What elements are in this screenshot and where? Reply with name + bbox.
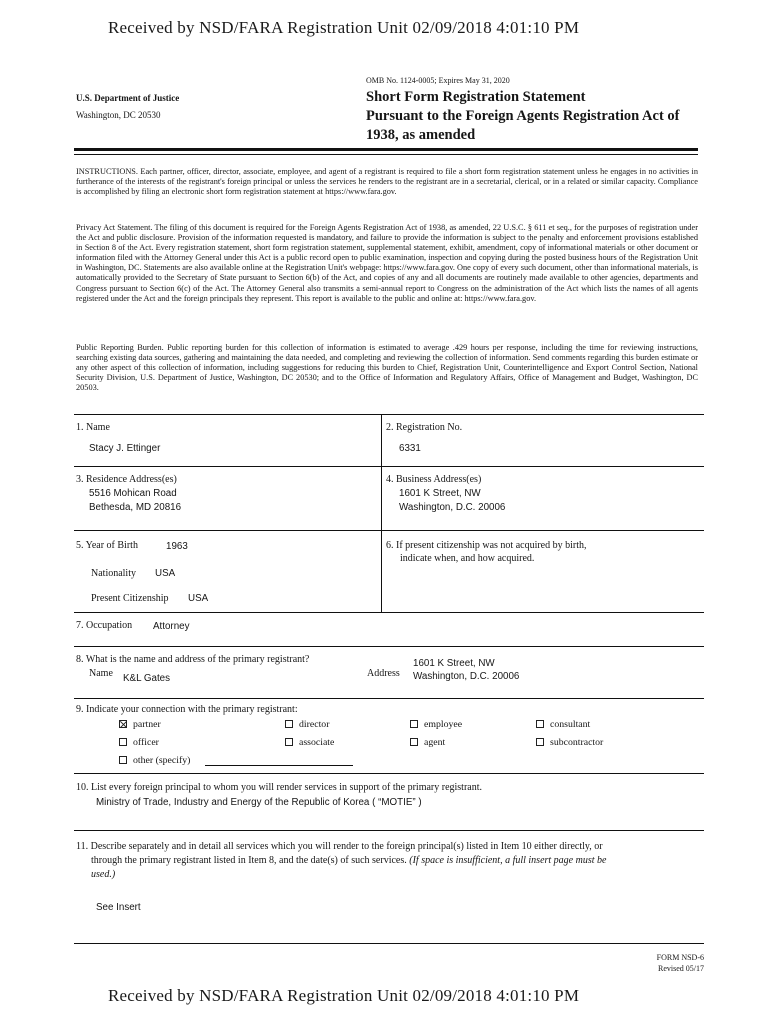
services-value[interactable]: See Insert xyxy=(96,902,141,913)
row-principal-rule xyxy=(74,830,704,831)
item7-label: 7. Occupation xyxy=(76,620,133,631)
option-associate[interactable] xyxy=(285,737,334,748)
registrant-address-line2[interactable]: Washington, D.C. 20006 xyxy=(413,671,520,682)
registration-number-value[interactable]: 6331 xyxy=(399,443,421,454)
form-top-rule xyxy=(74,414,704,415)
item8-label: 8. What is the name and address of the primary registrant? xyxy=(76,654,310,665)
item6-label-line1: 6. If present citizenship was not acquired by birth, xyxy=(386,540,587,551)
registrant-name-value[interactable]: K&L Gates xyxy=(123,673,171,684)
registrant-address-label: Address xyxy=(367,668,400,679)
header-rule-thin xyxy=(74,154,698,155)
officer-checkbox[interactable] xyxy=(119,738,127,746)
item4-label: 4. Business Address(es) xyxy=(386,474,482,485)
item2-label: 2. Registration No. xyxy=(386,422,463,433)
citizenship-value[interactable]: USA xyxy=(188,593,209,604)
residence-address-line2[interactable]: Bethesda, MD 20816 xyxy=(89,502,182,513)
nationality-value[interactable]: USA xyxy=(155,568,176,579)
partner-checkbox[interactable] xyxy=(119,720,127,728)
instructions-paragraph: INSTRUCTIONS. Each partner, officer, director, associate, employee, and agent of a registrant is required to file a short form registration statement unless he engages in no activities in furtherance of the interests of the registrant's foreign principal or unless the services he renders to the registrant are in a secretarial, clerical, or in a related or similar capacity. Compliance is accomplished by filing an electronic short form registration statement at https://www.fara.gov. xyxy=(76,167,698,197)
row-registrant-rule xyxy=(74,698,704,699)
option-subcontractor[interactable] xyxy=(536,737,603,748)
option-partner-label: partner xyxy=(133,719,161,730)
form-title xyxy=(366,88,711,145)
form-bottom-rule xyxy=(74,943,704,944)
item10-label: 10. List every foreign principal to whom you will render services in support of the primary registrant. xyxy=(76,782,483,793)
department-name: U.S. Department of Justice xyxy=(76,93,180,103)
header-rule-thick xyxy=(74,148,698,151)
department-location: Washington, DC 20530 xyxy=(76,110,161,120)
row-occupation-rule xyxy=(74,646,704,647)
row1-rule xyxy=(74,466,704,467)
residence-address-line1[interactable]: 5516 Mohican Road xyxy=(89,488,177,499)
option-officer-label: officer xyxy=(133,737,159,748)
option-subcontractor-label: subcontractor xyxy=(550,737,604,748)
other-specify-line xyxy=(205,765,353,766)
option-associate-label: associate xyxy=(299,737,335,748)
option-officer[interactable] xyxy=(119,737,159,748)
option-director[interactable] xyxy=(285,719,329,730)
item11-label-line2 xyxy=(91,855,606,866)
foreign-principal-value[interactable]: Ministry of Trade, Industry and Energy of the Republic of Korea ( “MOTIE” ) xyxy=(96,797,422,808)
name-value[interactable]: Stacy J. Ettinger xyxy=(89,443,161,454)
other-checkbox[interactable] xyxy=(119,756,127,764)
option-other-label: other (specify) xyxy=(133,755,191,766)
item11-label-line1: 11. Describe separately and in detail all services which you will render to the foreign principal(s) listed in Item 10 either directly, or xyxy=(76,841,603,852)
item11-note-line2: used.) xyxy=(91,869,116,880)
privacy-act-paragraph: Privacy Act Statement. The filing of this document is required for the Foreign Agents Registration Act of 1938, as amended, 22 U.S.C. § 611 et seq., for the purposes of registration under the Act and public disclosure. Provision of the information requested is mandatory, and failure to provide the information is subject to the penalty and enforcement provisions established in Section 8 of the Act. Every registration statement, short form registration statement, supplemental statement, exhibit, amendment, copy of informational materials or other document or information filed with the Attorney General under this Act is a public record open to public examination, inspection and copying during the posted business hours of the Registration Unit in Washington, DC. Statements are also available online at the Registration Unit's webpage: https://www.fara.gov. One copy of every such document, other than informational materials, is automatically provided to the Secretary of State pursuant to Section 6(b) of the Act, and copies of any and all documents are routinely made available to other agencies, departments and Congress pursuant to Section 6(c) of the Act. The Attorney General also transmits a semi-annual report to Congress on the administration of the Act which lists the names of all agents registered under the Act and the foreign principals they represent. This report is available to the public and online at: https://www.fara.gov. xyxy=(76,223,698,303)
center-divider xyxy=(381,414,382,612)
form-number: FORM NSD-6 xyxy=(656,953,704,962)
omb-number: OMB No. 1124-0005; Expires May 31, 2020 xyxy=(366,76,510,85)
business-address-line2[interactable]: Washington, D.C. 20006 xyxy=(399,502,506,513)
director-checkbox[interactable] xyxy=(285,720,293,728)
occupation-value[interactable]: Attorney xyxy=(153,621,190,632)
option-agent[interactable] xyxy=(410,737,445,748)
item3-label: 3. Residence Address(es) xyxy=(76,474,177,485)
option-employee[interactable] xyxy=(410,719,462,730)
subcontractor-checkbox[interactable] xyxy=(536,738,544,746)
option-other[interactable] xyxy=(119,755,190,766)
row-connection-rule xyxy=(74,773,704,774)
form-title-line3: 1938, as amended xyxy=(366,127,476,143)
item11-note-line1: (If space is insufficient, a full insert page must be xyxy=(409,855,607,866)
form-title-line1: Short Form Registration Statement xyxy=(366,89,586,105)
consultant-checkbox[interactable] xyxy=(536,720,544,728)
option-director-label: director xyxy=(299,719,330,730)
received-stamp-top: Received by NSD/FARA Registration Unit 02/09/2018 4:01:10 PM xyxy=(108,18,580,37)
item1-label: 1. Name xyxy=(76,422,110,433)
received-stamp-bottom: Received by NSD/FARA Registration Unit 02/09/2018 4:01:10 PM xyxy=(108,986,580,1005)
option-partner[interactable] xyxy=(119,719,161,730)
option-consultant[interactable] xyxy=(536,719,590,730)
reporting-burden-paragraph: Public Reporting Burden. Public reporting burden for this collection of information is estimated to average .429 hours per response, including the time for reviewing instructions, searching existing data sources, gathering and maintaining the data needed, and completing and reviewing the collection of information. Send comments regarding this burden estimate or any other aspect of this collection of information, including suggestions for reducing this burden to Chief, Registration Unit, Counterintelligence and Export Control Section, National Security Division, U.S. Department of Justice, Washington, DC 20530; and to the Office of Information and Regulatory Affairs, Office of Management and Budget, Washington, DC 20503. xyxy=(76,343,698,393)
option-agent-label: agent xyxy=(424,737,446,748)
form-revision: Revised 05/17 xyxy=(658,964,704,973)
agent-checkbox[interactable] xyxy=(410,738,418,746)
item5-label: 5. Year of Birth xyxy=(76,540,138,551)
item11-label-line2-text: through the primary registrant listed in Item 8, and the date(s) of such services. xyxy=(91,855,407,866)
row2-rule xyxy=(74,530,704,531)
employee-checkbox[interactable] xyxy=(410,720,418,728)
option-employee-label: employee xyxy=(424,719,463,730)
associate-checkbox[interactable] xyxy=(285,738,293,746)
option-consultant-label: consultant xyxy=(550,719,591,730)
form-title-line2: Pursuant to the Foreign Agents Registration Act of xyxy=(366,108,680,124)
registrant-address-line1[interactable]: 1601 K Street, NW xyxy=(413,658,495,669)
item6-label-line2: indicate when, and how acquired. xyxy=(400,553,535,564)
nationality-label: Nationality xyxy=(91,568,136,579)
citizenship-label: Present Citizenship xyxy=(91,593,169,604)
row3-rule xyxy=(74,612,704,613)
year-of-birth-value[interactable]: 1963 xyxy=(166,541,188,552)
registrant-name-label: Name xyxy=(89,668,113,679)
item9-label: 9. Indicate your connection with the primary registrant: xyxy=(76,704,298,715)
business-address-line1[interactable]: 1601 K Street, NW xyxy=(399,488,481,499)
